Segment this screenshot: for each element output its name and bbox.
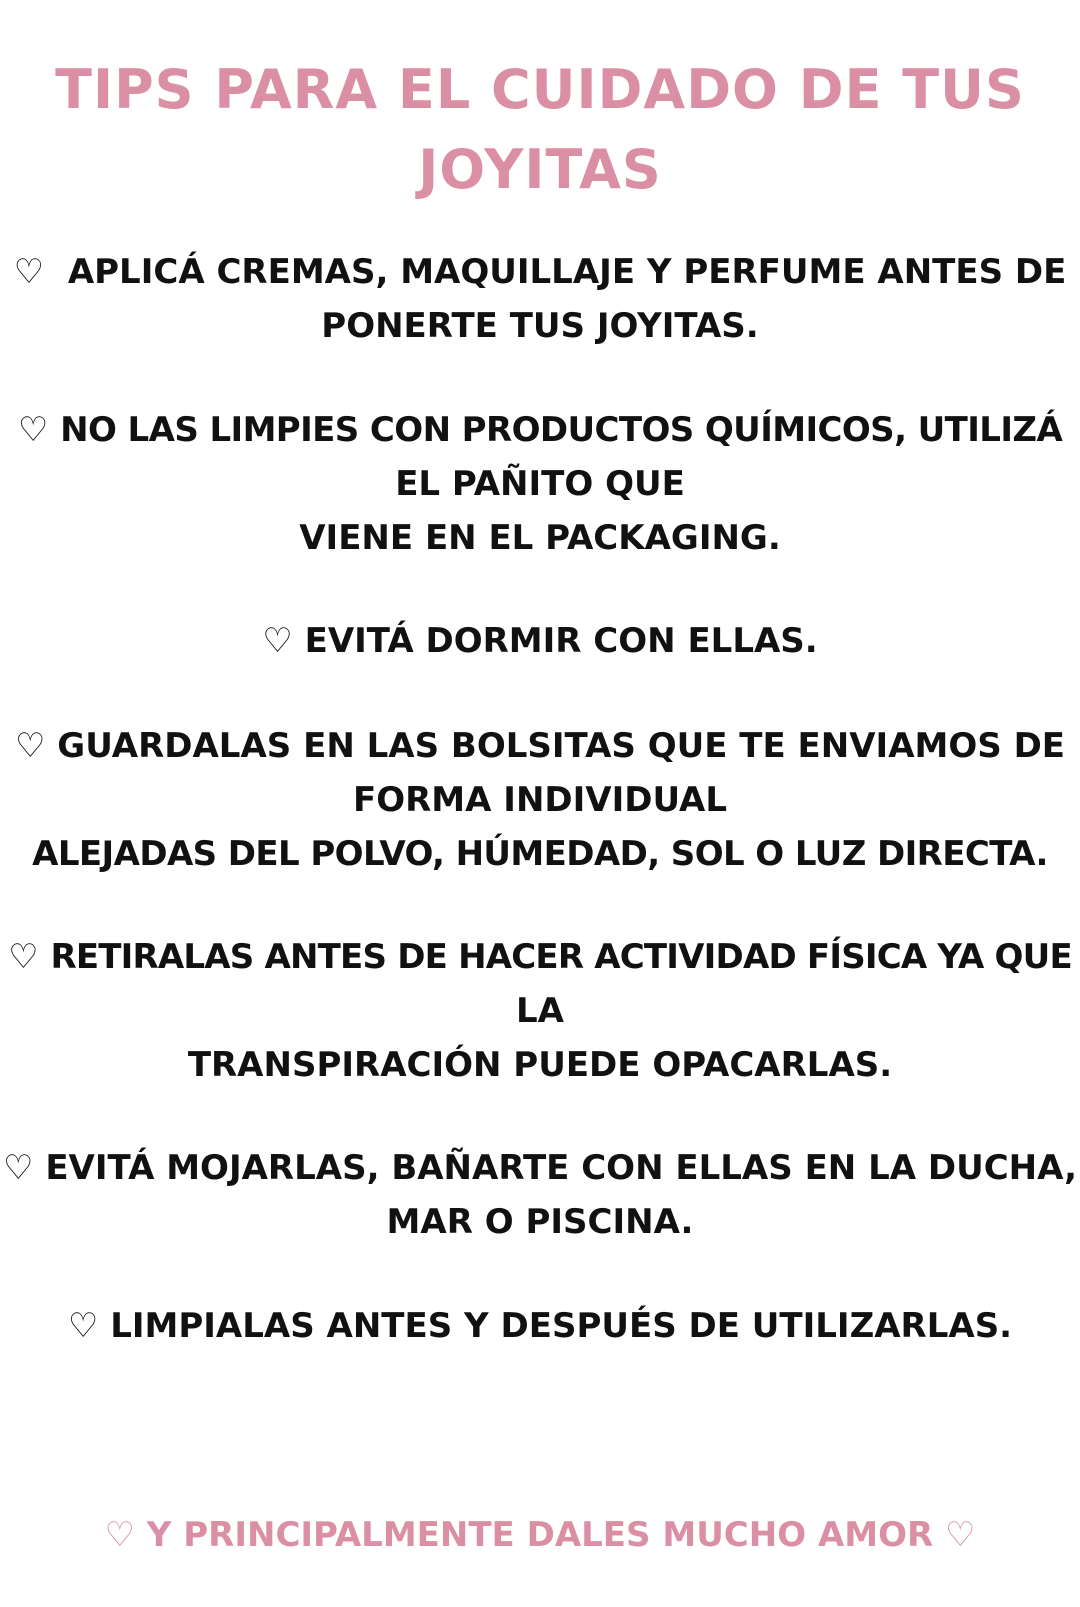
tip-item — [0, 1299, 1080, 1353]
title-line-1: TIPS PARA EL CUIDADO DE TUS — [55, 58, 1025, 121]
tip-text: RETIRALAS ANTES DE HACER ACTIVIDAD FÍSICA YA QUE — [50, 937, 1072, 977]
tip-item — [0, 614, 1080, 668]
heart-icon: ♡ — [8, 937, 39, 977]
page-title — [0, 50, 1080, 210]
tip-text: EL PAÑITO QUE — [395, 464, 685, 504]
heart-icon: ♡ — [945, 1515, 976, 1555]
heart-icon: ♡ — [13, 252, 45, 292]
tip-text: EVITÁ DORMIR CON ELLAS. — [304, 621, 818, 661]
tip-text: EVITÁ MOJARLAS, BAÑARTE CON ELLAS EN LA DUCHA, — [45, 1148, 1077, 1188]
tip-text: APLICÁ CREMAS, MAQUILLAJE Y PERFUME ANTES DE — [67, 252, 1067, 292]
tip-text: MAR O PISCINA. — [386, 1202, 694, 1242]
tip-item — [0, 403, 1080, 565]
tip-text: LIMPIALAS ANTES Y DESPUÉS DE UTILIZARLAS. — [110, 1306, 1013, 1346]
tip-text: TRANSPIRACIÓN PUEDE OPACARLAS. — [187, 1045, 893, 1085]
tip-text: PONERTE TUS JOYITAS. — [321, 306, 759, 346]
tip-text: LA — [516, 991, 564, 1031]
closing-message — [0, 1508, 1080, 1562]
tip-text: FORMA INDIVIDUAL — [353, 780, 727, 820]
heart-icon: ♡ — [3, 1148, 34, 1188]
heart-icon: ♡ — [67, 1306, 99, 1346]
closing-message-text: Y PRINCIPALMENTE DALES MUCHO AMOR — [146, 1515, 934, 1555]
heart-icon: ♡ — [14, 726, 46, 766]
heart-icon: ♡ — [262, 621, 293, 661]
heart-icon: ♡ — [104, 1515, 135, 1555]
tip-item — [0, 1141, 1080, 1249]
tip-text: ALEJADAS DEL POLVO, HÚMEDAD, SOL O LUZ DIRECTA. — [32, 834, 1048, 874]
tip-text: GUARDALAS EN LAS BOLSITAS QUE TE ENVIAMOS DE — [57, 726, 1066, 766]
tip-item — [0, 719, 1080, 881]
tip-item — [0, 930, 1080, 1092]
tip-text: NO LAS LIMPIES CON PRODUCTOS QUÍMICOS, UTILIZÁ — [60, 410, 1063, 450]
tip-item — [0, 245, 1080, 353]
title-line-2: JOYITAS — [418, 138, 662, 201]
tip-text: VIENE EN EL PACKAGING. — [299, 518, 781, 558]
heart-icon: ♡ — [17, 410, 49, 450]
